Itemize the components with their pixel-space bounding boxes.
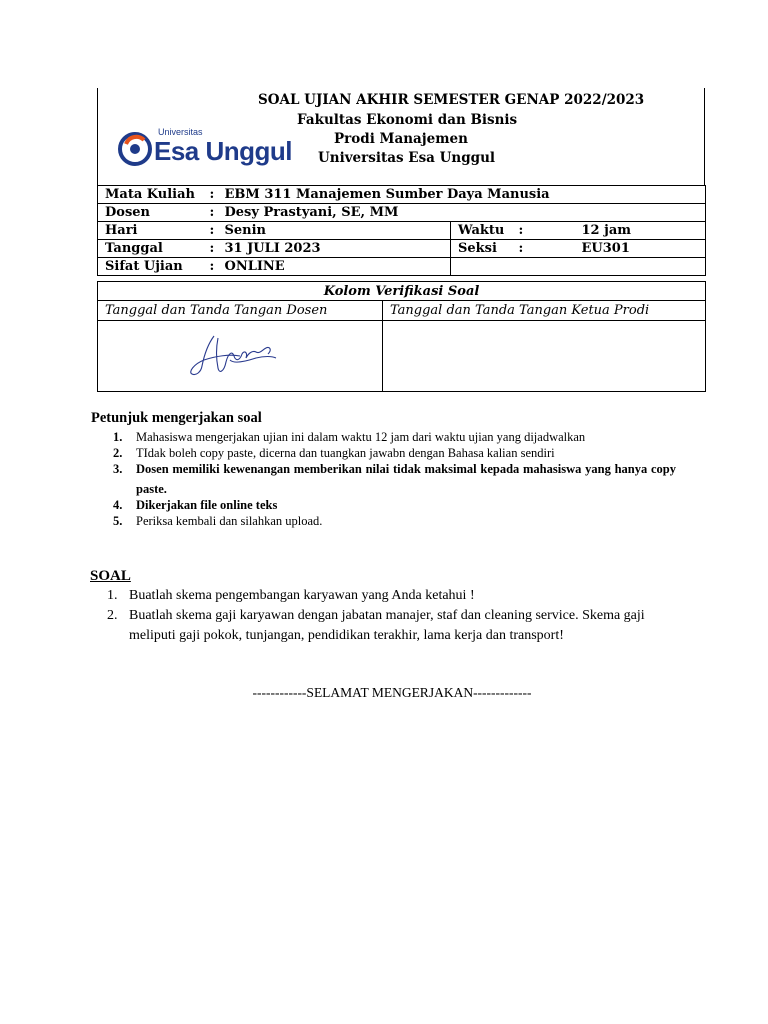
list-item: [113, 513, 676, 529]
section-value: EU301: [582, 240, 706, 258]
list-number: 5.: [113, 514, 123, 528]
list-text: Dosen memiliki kewenangan memberikan nilai tidak maksimal kepada mahasiswa yang hanya copy paste.: [136, 462, 676, 496]
exam-type-value: ONLINE: [225, 258, 451, 276]
head-signature-cell: [383, 321, 706, 392]
list-item: [113, 459, 676, 499]
day-value: Senin: [225, 222, 451, 240]
university-name: Universitas Esa Unggul: [318, 150, 496, 166]
date-value: 31 JULI 2023: [225, 240, 451, 258]
list-number: 1.: [113, 430, 123, 444]
section-label: Seksi: [451, 240, 519, 258]
lecturer-signature-header: Tanggal dan Tanda Tangan Dosen: [98, 301, 383, 321]
program-name: Prodi Manajemen: [334, 131, 468, 147]
list-number: 3.: [113, 462, 123, 476]
table-row: [98, 240, 706, 258]
separator: :: [519, 240, 582, 258]
separator: :: [210, 186, 225, 204]
day-label: Hari: [98, 222, 210, 240]
separator: :: [210, 258, 225, 276]
instructions-title: Petunjuk mengerjakan soal: [91, 410, 262, 426]
empty-cell: [451, 258, 706, 276]
list-text: Mahasiswa mengerjakan ujian ini dalam waktu 12 jam dari waktu ujian yang dijadwalkan: [136, 430, 586, 444]
list-item: [113, 429, 676, 445]
table-row: [98, 282, 706, 301]
time-label: Waktu: [451, 222, 519, 240]
table-row: [98, 222, 706, 240]
list-number: 4.: [113, 498, 123, 512]
list-item: [107, 586, 687, 606]
date-label: Tanggal: [98, 240, 210, 258]
logo-name: Esa Unggul: [154, 136, 293, 166]
list-text: Buatlah skema gaji karyawan dengan jabatan manajer, staf dan cleaning service. Skema gaji meliputi gaji pokok, tunjangan, pendidikan terakhir, lama kerja dan transport!: [129, 608, 645, 643]
table-row: [98, 258, 706, 276]
table-row: [98, 301, 706, 321]
list-text: TIdak boleh copy paste, dicerna dan tuangkan jawabn dengan Bahasa kalian sendiri: [136, 446, 555, 460]
time-value: 12 jam: [582, 222, 706, 240]
faculty-name: Fakultas Ekonomi dan Bisnis: [297, 112, 518, 128]
head-signature-header: Tanggal dan Tanda Tangan Ketua Prodi: [383, 301, 706, 321]
instructions-list: [113, 429, 676, 529]
list-text: Dikerjakan file online teks: [136, 498, 278, 512]
list-item: [107, 606, 687, 646]
logo-small-text: Universitas: [158, 127, 203, 137]
questions-list: [107, 586, 687, 646]
course-value: EBM 311 Manajemen Sumber Daya Manusia: [225, 186, 706, 204]
course-info-table: [97, 185, 706, 276]
list-number: 2.: [107, 608, 118, 623]
list-item: [113, 497, 676, 513]
separator: :: [210, 240, 225, 258]
table-row: [98, 186, 706, 204]
list-text: Periksa kembali dan silahkan upload.: [136, 514, 323, 528]
closing-text: ------------SELAMAT MENGERJAKAN-------------: [252, 685, 532, 700]
signature-icon: [186, 332, 278, 380]
table-row: [98, 204, 706, 222]
list-number: 1.: [107, 588, 118, 603]
course-label: Mata Kuliah: [98, 186, 210, 204]
separator: :: [210, 204, 225, 222]
verification-title: Kolom Verifikasi Soal: [98, 282, 706, 301]
lecturer-label: Dosen: [98, 204, 210, 222]
list-number: 2.: [113, 446, 123, 460]
list-text: Buatlah skema pengembangan karyawan yang Anda ketahui !: [129, 588, 475, 603]
exam-title: SOAL UJIAN AKHIR SEMESTER GENAP 2022/2023: [258, 92, 645, 108]
lecturer-value: Desy Prastyani, SE, MM: [225, 204, 706, 222]
separator: :: [519, 222, 582, 240]
questions-title: SOAL: [90, 568, 131, 584]
exam-type-label: Sifat Ujian: [98, 258, 210, 276]
separator: :: [210, 222, 225, 240]
